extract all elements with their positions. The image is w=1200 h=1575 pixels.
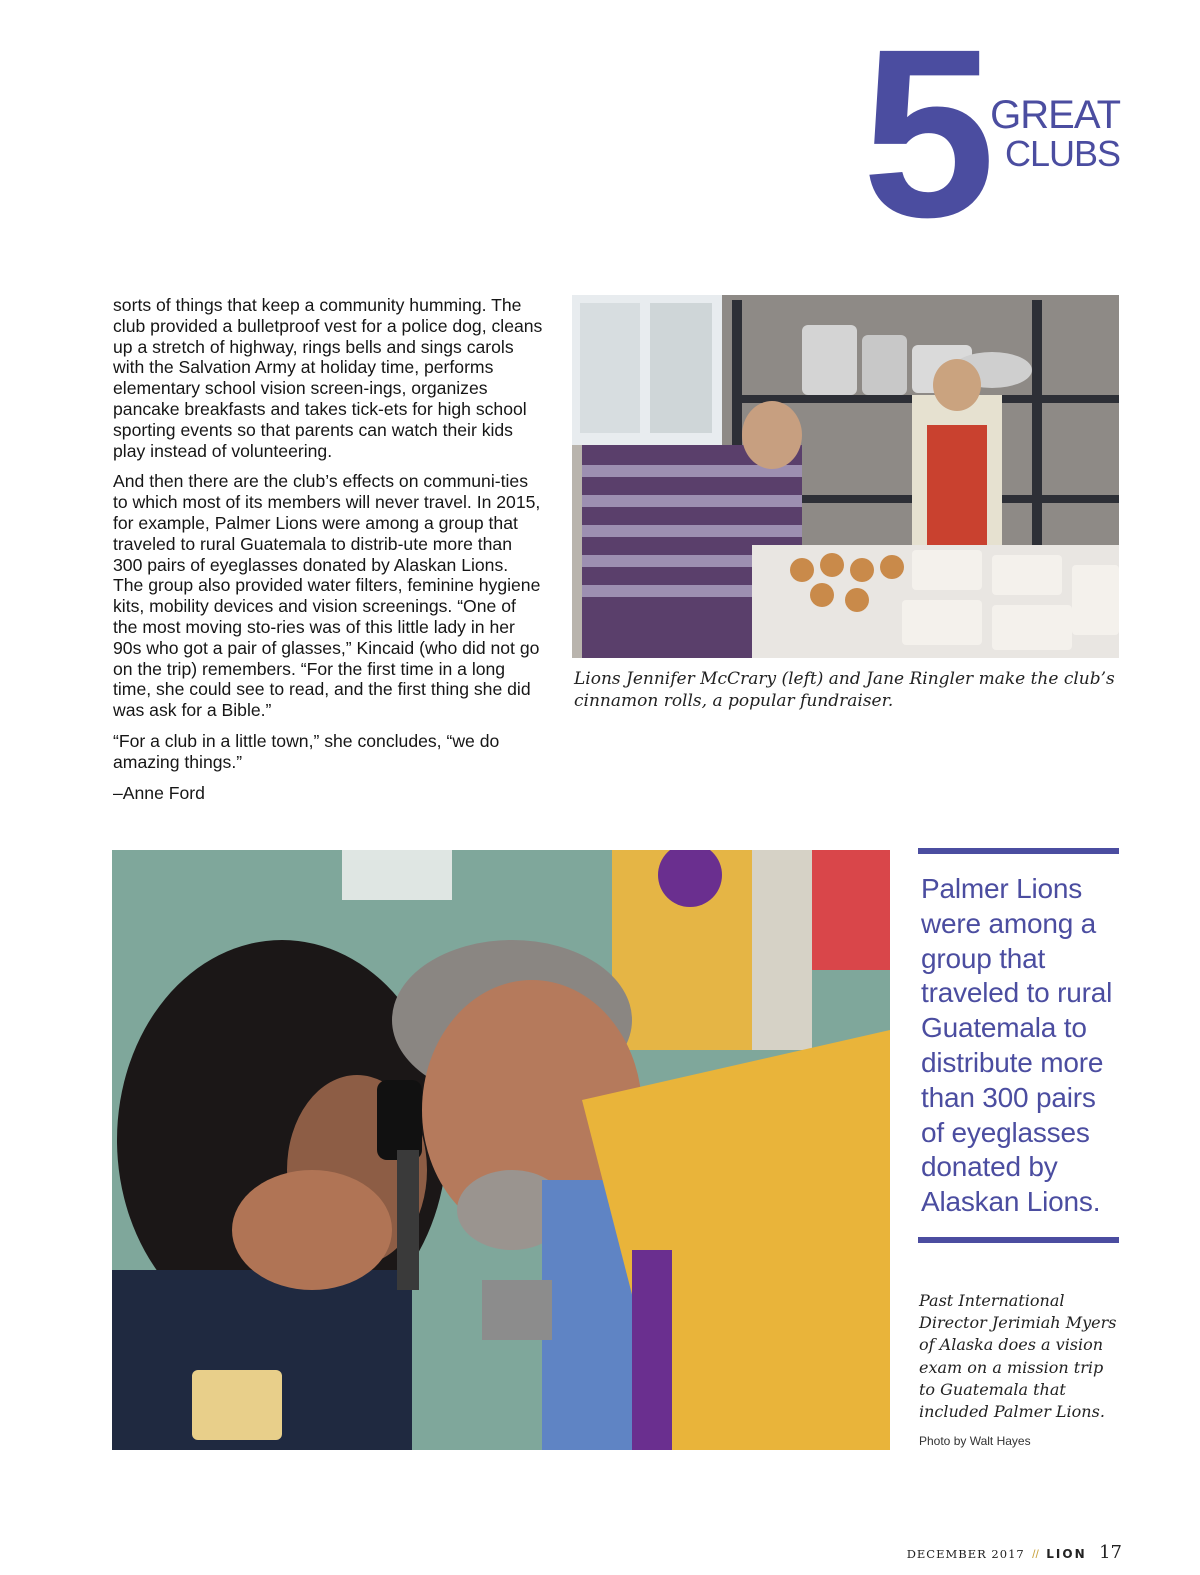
pull-quote: Palmer Lions were among a group that traveled to rural Guatemala to distribute more than 300 pairs of eyeglasses donated by Alaskan Lions. <box>921 873 1113 1218</box>
logo-great: GREAT <box>990 93 1120 137</box>
footer-issue-date: DECEMBER 2017 <box>906 1547 1025 1561</box>
logo-clubs: CLUBS <box>1004 133 1120 174</box>
page-footer <box>900 1542 1122 1563</box>
top-photo-caption: Lions Jennifer McCrary (left) and Jane Ringler make the club’s cinnamon rolls, a popular fundraiser. <box>574 669 1115 711</box>
photo-credit: Photo by Walt Hayes <box>919 1434 1031 1448</box>
footer-magazine-name: LION <box>1046 1547 1087 1561</box>
vision-exam-photo <box>112 850 890 1450</box>
pullquote-top-rule <box>918 848 1119 854</box>
page-number: 17 <box>1099 1542 1122 1563</box>
footer-separator: // <box>1032 1547 1039 1561</box>
logo-number: 5 <box>862 0 990 267</box>
article-paragraph-2: And then there are the club’s effects on communi-ties to which most of its members will never travel. In 2015, for example, Palmer Lions were among a group that traveled to rural Guatemala to distrib-ute more than 300 pairs of eyeglasses donated by Alaskan Lions. The group also provided water filters, feminine hygiene kits, mobility devices and vision screenings. “One of the most moving sto-ries was of this little lady in her 90s who got a pair of glasses,” Kincaid (who did not go on the trip) remembers. “For the first time in a long time, she could see to read, and the first thing she did was ask for a Bible.” <box>113 471 541 721</box>
article-body <box>113 295 543 813</box>
pullquote-bottom-rule <box>918 1237 1119 1243</box>
article-byline: –Anne Ford <box>113 782 205 803</box>
article-paragraph-1: sorts of things that keep a community humming. The club provided a bulletproof vest for a police dog, cleans up a stretch of highway, rings bells and sings carols with the Salvation Army at holiday time, performs elementary school vision screen-ings, organizes pancake breakfasts and takes tick-ets for high school sporting events so that parents can watch their kids play instead of volunteering. <box>113 295 543 461</box>
bottom-photo-caption: Past International Director Jerimiah Myers of Alaska does a vision exam on a mission trip to Guatemala that included Palmer Lions. <box>919 1291 1117 1422</box>
cinnamon-rolls-photo <box>572 295 1119 658</box>
article-paragraph-3: “For a club in a little town,” she concludes, “we do amazing things.” <box>113 730 500 772</box>
